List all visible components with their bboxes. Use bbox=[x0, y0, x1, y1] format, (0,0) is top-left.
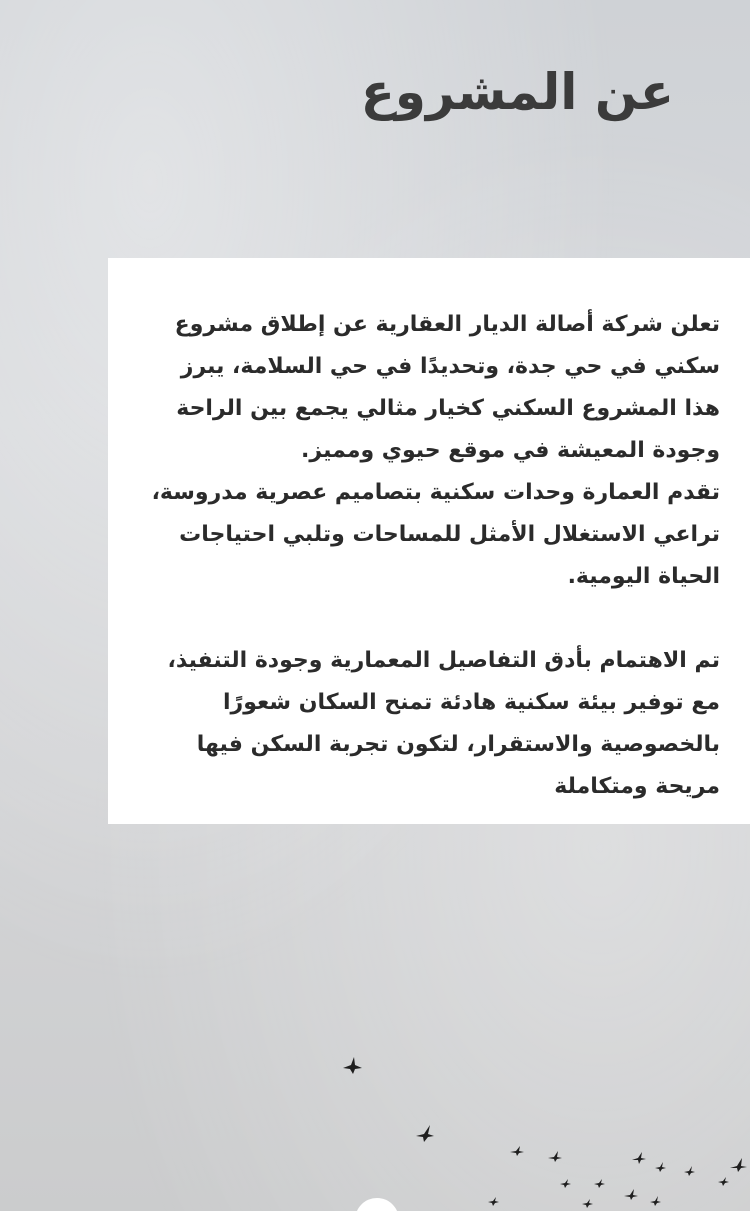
bird-icon bbox=[548, 1151, 562, 1162]
bird-icon bbox=[730, 1158, 747, 1172]
bird-icon bbox=[582, 1199, 593, 1208]
about-paragraph-units: تقدم العمارة وحدات سكنية بتصاميم عصرية مدروسة، تراعي الاستغلال الأمثل للمساحات وتلبي احتياجات الحياة اليومية. bbox=[151, 480, 720, 589]
bird-icon bbox=[684, 1166, 695, 1176]
bird-icon bbox=[655, 1162, 666, 1172]
bird-icon bbox=[624, 1189, 638, 1200]
scroll-indicator[interactable] bbox=[355, 1198, 399, 1211]
about-paragraph-intro: تعلن شركة أصالة الديار العقارية عن إطلاق مشروع سكني في حي جدة، وتحديدًا في حي السلامة، يبرز هذا المشروع السكني كخيار مثالي يجمع بين الراحة وجودة المعيشة في موقع حيوي ومميز. bbox=[174, 312, 720, 463]
bird-icon bbox=[560, 1179, 571, 1188]
about-content-card bbox=[108, 258, 750, 824]
bird-icon bbox=[632, 1152, 646, 1164]
bird-icon bbox=[510, 1146, 524, 1156]
bird-icon bbox=[594, 1179, 605, 1188]
bird-icon bbox=[488, 1197, 499, 1206]
bird-icon bbox=[416, 1125, 434, 1142]
page-title: عن المشروع bbox=[360, 63, 674, 121]
bird-icon bbox=[343, 1057, 362, 1074]
bird-icon bbox=[718, 1177, 729, 1186]
about-paragraph-details: تم الاهتمام بأدق التفاصيل المعمارية وجودة التنفيذ، مع توفير بيئة سكنية هادئة تمنح السكان شعورًا بالخصوصية والاستقرار، لتكون تجربة السكن فيها مريحة ومتكاملة bbox=[167, 648, 720, 799]
bird-icon bbox=[650, 1196, 661, 1206]
